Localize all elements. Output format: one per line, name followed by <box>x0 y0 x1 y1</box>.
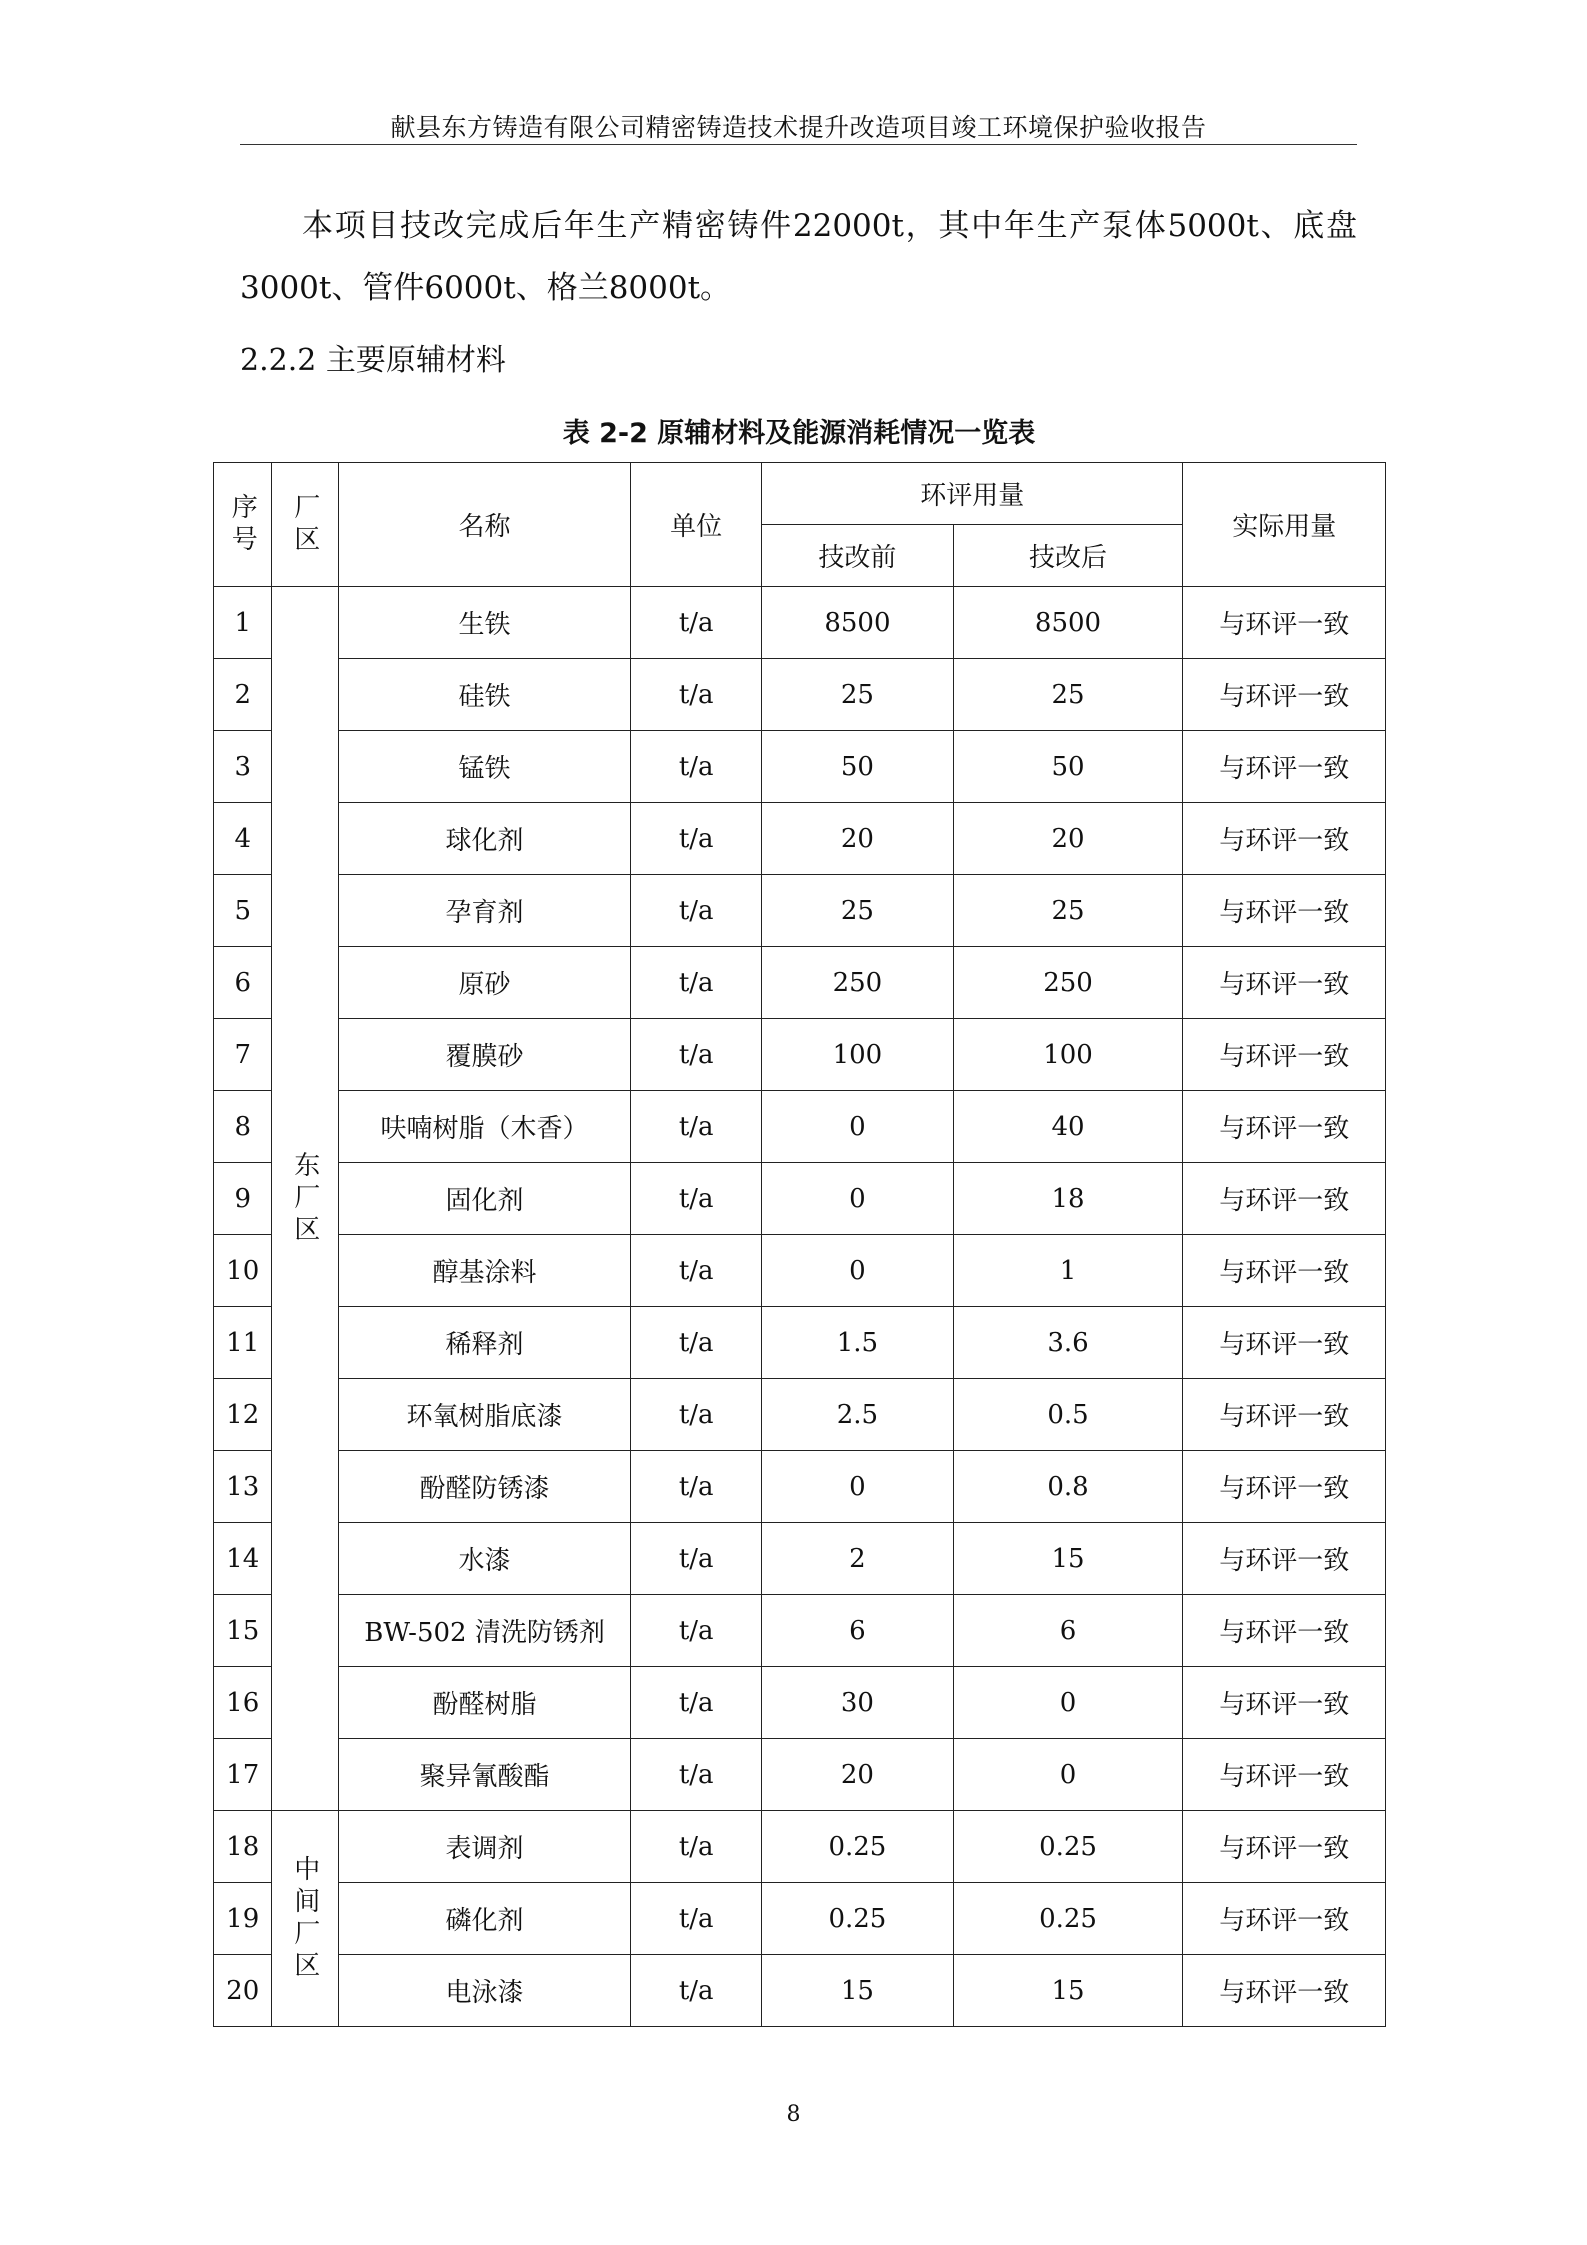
row-unit: t/a <box>631 947 762 1019</box>
row-after: 1 <box>953 1235 1183 1307</box>
row-before: 1.5 <box>762 1307 953 1379</box>
header-after: 技改后 <box>953 525 1183 587</box>
row-unit: t/a <box>631 1811 762 1883</box>
table-row <box>214 587 1386 659</box>
row-index: 2 <box>214 659 272 731</box>
row-actual: 与环评一致 <box>1183 1523 1386 1595</box>
row-after: 0.8 <box>953 1451 1183 1523</box>
row-actual: 与环评一致 <box>1183 803 1386 875</box>
row-name: 表调剂 <box>338 1811 630 1883</box>
row-actual: 与环评一致 <box>1183 659 1386 731</box>
row-after: 50 <box>953 731 1183 803</box>
table-row <box>214 1811 1386 1883</box>
row-before: 25 <box>762 659 953 731</box>
row-index: 14 <box>214 1523 272 1595</box>
row-name: 生铁 <box>338 587 630 659</box>
row-before: 50 <box>762 731 953 803</box>
row-unit: t/a <box>631 875 762 947</box>
row-before: 20 <box>762 803 953 875</box>
row-after: 0.25 <box>953 1811 1183 1883</box>
row-name: 硅铁 <box>338 659 630 731</box>
row-index: 1 <box>214 587 272 659</box>
table-row <box>214 1019 1386 1091</box>
row-unit: t/a <box>631 1595 762 1667</box>
row-unit: t/a <box>631 1523 762 1595</box>
table-row <box>214 1595 1386 1667</box>
row-before: 20 <box>762 1739 953 1811</box>
row-before: 0 <box>762 1163 953 1235</box>
row-name: 球化剂 <box>338 803 630 875</box>
table-row <box>214 1451 1386 1523</box>
row-actual: 与环评一致 <box>1183 1667 1386 1739</box>
header-zone-label: 厂区 <box>289 492 320 557</box>
table-row <box>214 1379 1386 1451</box>
row-actual: 与环评一致 <box>1183 875 1386 947</box>
row-before: 2 <box>762 1523 953 1595</box>
row-index: 18 <box>214 1811 272 1883</box>
row-unit: t/a <box>631 1379 762 1451</box>
table-row <box>214 1235 1386 1307</box>
row-after: 100 <box>953 1019 1183 1091</box>
row-unit: t/a <box>631 803 762 875</box>
row-index: 11 <box>214 1307 272 1379</box>
table-row <box>214 1307 1386 1379</box>
row-before: 0 <box>762 1451 953 1523</box>
row-before: 6 <box>762 1595 953 1667</box>
row-before: 30 <box>762 1667 953 1739</box>
row-before: 25 <box>762 875 953 947</box>
row-index: 20 <box>214 1955 272 2027</box>
row-after: 0 <box>953 1739 1183 1811</box>
row-index: 4 <box>214 803 272 875</box>
table-caption: 表 2-2 原辅材料及能源消耗情况一览表 <box>562 418 1036 449</box>
header-index-label: 序号 <box>227 492 258 557</box>
row-name: 覆膜砂 <box>338 1019 630 1091</box>
row-actual: 与环评一致 <box>1183 1883 1386 1955</box>
row-actual: 与环评一致 <box>1183 1091 1386 1163</box>
row-after: 15 <box>953 1955 1183 2027</box>
row-index: 5 <box>214 875 272 947</box>
row-actual: 与环评一致 <box>1183 587 1386 659</box>
row-index: 9 <box>214 1163 272 1235</box>
row-index: 17 <box>214 1739 272 1811</box>
row-actual: 与环评一致 <box>1183 1235 1386 1307</box>
row-unit: t/a <box>631 1955 762 2027</box>
row-actual: 与环评一致 <box>1183 731 1386 803</box>
row-actual: 与环评一致 <box>1183 1163 1386 1235</box>
row-actual: 与环评一致 <box>1183 1811 1386 1883</box>
row-index: 16 <box>214 1667 272 1739</box>
row-index: 8 <box>214 1091 272 1163</box>
row-name: 磷化剂 <box>338 1883 630 1955</box>
table-row <box>214 659 1386 731</box>
header-unit: 单位 <box>631 463 762 587</box>
row-actual: 与环评一致 <box>1183 1451 1386 1523</box>
row-name: 固化剂 <box>338 1163 630 1235</box>
zone-label: 中间厂区 <box>289 1854 320 1983</box>
row-after: 15 <box>953 1523 1183 1595</box>
row-index: 7 <box>214 1019 272 1091</box>
header-actual: 实际用量 <box>1183 463 1386 587</box>
row-index: 3 <box>214 731 272 803</box>
row-index: 19 <box>214 1883 272 1955</box>
table-row <box>214 803 1386 875</box>
row-name: 环氧树脂底漆 <box>338 1379 630 1451</box>
row-unit: t/a <box>631 1307 762 1379</box>
row-actual: 与环评一致 <box>1183 1955 1386 2027</box>
row-unit: t/a <box>631 1451 762 1523</box>
table-row <box>214 1163 1386 1235</box>
header-eia-usage: 环评用量 <box>762 463 1183 525</box>
row-after: 0.5 <box>953 1379 1183 1451</box>
materials-table <box>213 462 1386 2027</box>
header-divider <box>240 144 1357 145</box>
row-before: 100 <box>762 1019 953 1091</box>
row-index: 15 <box>214 1595 272 1667</box>
row-unit: t/a <box>631 1739 762 1811</box>
row-after: 250 <box>953 947 1183 1019</box>
row-actual: 与环评一致 <box>1183 1739 1386 1811</box>
row-actual: 与环评一致 <box>1183 947 1386 1019</box>
row-before: 250 <box>762 947 953 1019</box>
zone-east <box>272 587 339 1811</box>
row-unit: t/a <box>631 1163 762 1235</box>
row-index: 12 <box>214 1379 272 1451</box>
row-name: 酚醛防锈漆 <box>338 1451 630 1523</box>
row-before: 0.25 <box>762 1811 953 1883</box>
row-before: 0 <box>762 1091 953 1163</box>
row-name: 水漆 <box>338 1523 630 1595</box>
row-before: 8500 <box>762 587 953 659</box>
header-zone <box>272 463 339 587</box>
row-before: 15 <box>762 1955 953 2027</box>
row-after: 40 <box>953 1091 1183 1163</box>
page-number: 8 <box>786 2102 801 2127</box>
row-after: 0 <box>953 1667 1183 1739</box>
row-name: 呋喃树脂（木香） <box>338 1091 630 1163</box>
row-index: 10 <box>214 1235 272 1307</box>
row-index: 6 <box>214 947 272 1019</box>
row-after: 8500 <box>953 587 1183 659</box>
row-before: 0.25 <box>762 1883 953 1955</box>
row-after: 3.6 <box>953 1307 1183 1379</box>
row-name: BW-502 清洗防锈剂 <box>338 1595 630 1667</box>
row-before: 2.5 <box>762 1379 953 1451</box>
row-after: 25 <box>953 875 1183 947</box>
row-actual: 与环评一致 <box>1183 1595 1386 1667</box>
row-unit: t/a <box>631 1667 762 1739</box>
row-actual: 与环评一致 <box>1183 1019 1386 1091</box>
table-row <box>214 1739 1386 1811</box>
table-row <box>214 875 1386 947</box>
table-row <box>214 1667 1386 1739</box>
table-row <box>214 731 1386 803</box>
header-index <box>214 463 272 587</box>
row-name: 酚醛树脂 <box>338 1667 630 1739</box>
running-header: 献县东方铸造有限公司精密铸造技术提升改造项目竣工环境保护验收报告 <box>390 113 1207 142</box>
row-unit: t/a <box>631 1235 762 1307</box>
row-unit: t/a <box>631 659 762 731</box>
row-name: 稀释剂 <box>338 1307 630 1379</box>
row-after: 20 <box>953 803 1183 875</box>
row-after: 0.25 <box>953 1883 1183 1955</box>
header-before: 技改前 <box>762 525 953 587</box>
row-before: 0 <box>762 1235 953 1307</box>
row-name: 电泳漆 <box>338 1955 630 2027</box>
row-unit: t/a <box>631 1091 762 1163</box>
row-after: 18 <box>953 1163 1183 1235</box>
row-unit: t/a <box>631 1883 762 1955</box>
table-row <box>214 1883 1386 1955</box>
row-after: 25 <box>953 659 1183 731</box>
row-name: 孕育剂 <box>338 875 630 947</box>
row-name: 醇基涂料 <box>338 1235 630 1307</box>
header-name: 名称 <box>338 463 630 587</box>
section-heading: 2.2.2 主要原辅材料 <box>240 343 506 378</box>
row-unit: t/a <box>631 1019 762 1091</box>
table-row <box>214 1523 1386 1595</box>
body-paragraph: 本项目技改完成后年生产精密铸件22000t，其中年生产泵体5000t、底盘3000t、管件6000t、格兰8000t。 <box>240 208 1357 306</box>
row-actual: 与环评一致 <box>1183 1307 1386 1379</box>
table-body <box>214 587 1386 2027</box>
table-row <box>214 947 1386 1019</box>
zone-middle <box>272 1811 339 2027</box>
row-after: 6 <box>953 1595 1183 1667</box>
row-name: 聚异氰酸酯 <box>338 1739 630 1811</box>
table-row <box>214 1955 1386 2027</box>
zone-label: 东厂区 <box>289 1150 320 1247</box>
row-actual: 与环评一致 <box>1183 1379 1386 1451</box>
table-row <box>214 1091 1386 1163</box>
row-unit: t/a <box>631 731 762 803</box>
row-index: 13 <box>214 1451 272 1523</box>
row-name: 锰铁 <box>338 731 630 803</box>
row-unit: t/a <box>631 587 762 659</box>
row-name: 原砂 <box>338 947 630 1019</box>
